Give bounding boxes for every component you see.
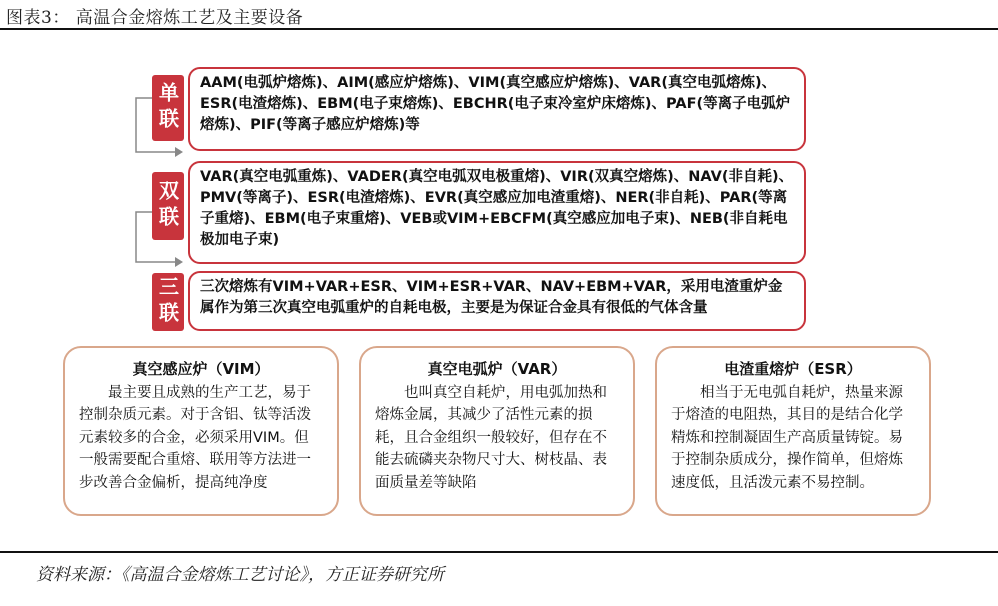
equipment-title-var: 真空电弧炉（VAR） — [427, 360, 567, 378]
equipment-title-esr: 电渣重熔炉（ESR） — [724, 360, 862, 378]
equipment-text-var: 也叫真空自耗炉，用电弧加热和熔炼金属，其减少了活性元素的损耗，且合金组织一般较好，但存在不能去硫磷夹杂物尺寸大、树枝晶、表面质量差等缺陷 — [375, 384, 607, 491]
stage-box-single: AAM(电弧炉熔炼)、AIM(感应炉熔炼)、VIM(真空感应炉熔炼)、VAR(真空电弧熔炼)、ESR(电渣熔炼)、EBM(电子束熔炼)、EBCHR(电子束冷室炉床熔炼)、PAF(等离子电弧炉熔炼)、PIF(等离子感应炉熔炼)等 — [188, 67, 806, 151]
bottom-rule — [0, 551, 998, 553]
equipment-card-var — [359, 346, 635, 516]
stage-box-double: VAR(真空电弧重炼)、VADER(真空电弧双电极重熔)、VIR(双真空熔炼)、NAV(非自耗)、PMV(等离子)、ESR(电渣熔炼)、EVR(真空感应加电渣重熔)、NER(非自耗)、PAR(等离子重熔)、EBM(电子束重熔)、VEB或VIM+EBCFM(真空感应加电子束)、NEB(非自耗电极加电子束) — [188, 161, 806, 264]
stage-tag-triple: 三联 — [152, 273, 184, 331]
equipment-text-vim: 最主要且成熟的生产工艺，易于控制杂质元素。对于含铝、钛等活泼元素较多的合金，必须采用VIM。但一般需要配合重熔、联用等方法进一步改善合金偏析，提高纯净度 — [79, 384, 311, 491]
stage-box-triple: 三次熔炼有VIM+VAR+ESR、VIM+ESR+VAR、NAV+EBM+VAR，采用电渣重炉金属作为第三次真空电弧重炉的自耗电极，主要是为保证合金具有很低的气体含量 — [188, 271, 806, 331]
equipment-text-esr: 相当于无电弧自耗炉，热量来源于熔渣的电阻热，其目的是结合化学精炼和控制凝固生产高质量铸锭。易于控制杂质成分，操作简单，但熔炼速度低，且活泼元素不易控制。 — [671, 384, 903, 491]
equipment-title-vim: 真空感应炉（VIM） — [132, 360, 270, 378]
figure-title: 图表3： 高温合金熔炼工艺及主要设备 — [6, 8, 304, 28]
connector-1-2-arrow — [175, 147, 183, 157]
source-note: 资料来源：《高温合金熔炼工艺讨论》，方正证券研究所 — [36, 565, 444, 585]
connector-2-3-arrow — [175, 257, 183, 267]
equipment-card-esr — [655, 346, 931, 516]
stage-tag-double: 双联 — [152, 172, 184, 240]
stage-tag-single: 单联 — [152, 75, 184, 141]
equipment-card-vim — [63, 346, 339, 516]
